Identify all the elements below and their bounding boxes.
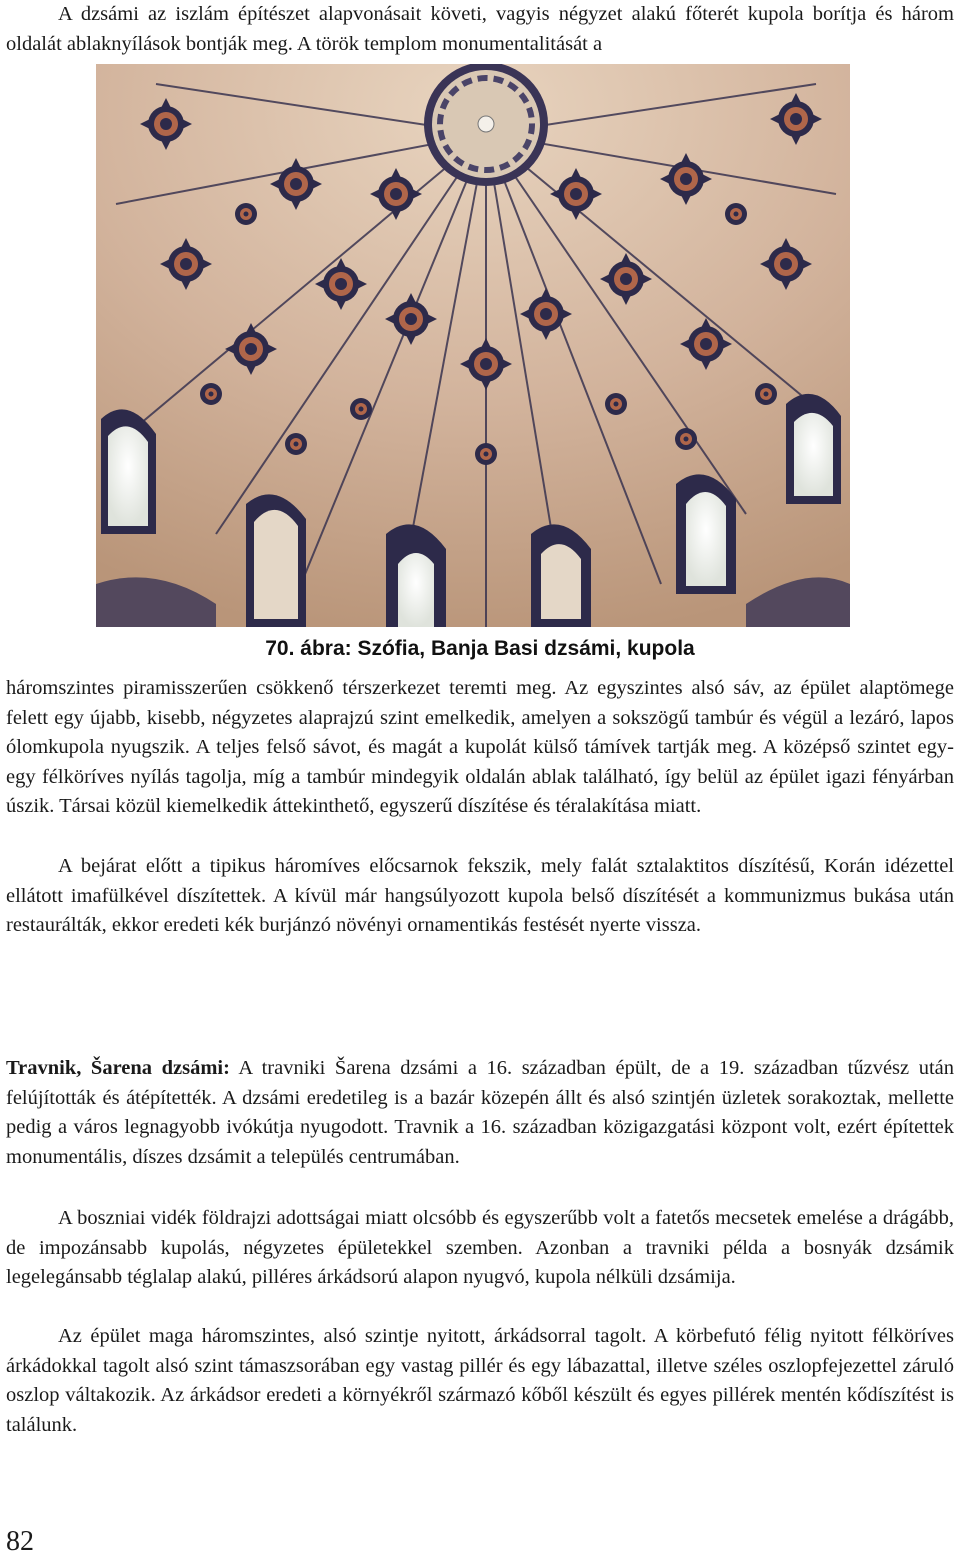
paragraph-structure: háromszintes piramisszerűen csökkenő térszerkezet teremti meg. Az egyszintes alsó sáv, az épület alaptömege felett egy újabb, kisebb, négyzetes alaprajzú szint emelkedik, amelyen a sokszögű tambúr és végül a lezáró, lapos ólomkupola nyugszik. A teljes felső sávot, és magát a kupolát külső támívek tartják meg. A középső szintet egy-egy félköríves nyílás tagolja, míg a tambúr mindegyik oldalán ablak található, így belül az épület igazi fényárban úszik. Társai közül kiemelkedik áttekinthető, egyszerű díszítése és téralakítása miatt. (6, 677, 954, 817)
paragraph-travnik-intro (6, 1054, 954, 1172)
paragraph-building-levels: Az épület maga háromszintes, alsó szintje nyitott, árkádsorral tagolt. A körbefutó félig nyitott félköríves árkádokkal tagolt alsó szint támaszsorában egy vastag pillér és egy lábazattal, illetve széles oszlopfejezettel záruló oszlop váltakozik. Az árkádsor eredeti a környékről származó kőből készült és egyes pillérek mentén kődíszítést is találunk. (6, 1325, 954, 1436)
section-heading: Travnik, Šarena dzsámi: (6, 1057, 230, 1079)
figure-caption: 70. ábra: Szófia, Banja Basi dzsámi, kupola (265, 637, 695, 660)
paragraph-entrance: A bejárat előtt a tipikus háromíves előcsarnok fekszik, mely falát sztalaktitos díszítésű, Korán idézettel ellátott imafülkével díszítettek. A kívül már hangsúlyozott kupola belső díszítését a kommunizmus bukása után restaurálták, ekkor eredeti kék burjánzó növényi ornamentikás festését nyerte vissza. (6, 855, 954, 936)
paragraph-intro (6, 0, 954, 59)
paragraph-intro-text: A dzsámi az iszlám építészet alapvonásait követi, vagyis négyzet alakú főterét kupola borítja és három oldalát ablaknyílások bontják meg. A török templom monumentalitását a (6, 3, 954, 55)
paragraph-bosnian-region: A boszniai vidék földrajzi adottságai miatt olcsóbb és egyszerűbb volt a fatetős mecsetek emelése a drágább, de impozánsabb kupolás, négyzetes épületekkel szemben. Azonban a travniki példa a bosnyák dzsámik legelegánsabb téglalap alakú, pilléres árkádsorú alapon nyugvó, kupola nélküli dzsámija. (6, 1207, 954, 1288)
mosque-dome-photo-icon (96, 64, 850, 627)
page-number: 82 (6, 1526, 34, 1557)
dome-photo (96, 64, 850, 627)
paragraph-travnik-intro-text: A travniki Šarena dzsámi a 16. században épült, de a 19. században tűzvész után felújították és átépítették. A dzsámi eredetileg is a bazár közepén állt és alsó szintjén üzletek sorakoztak, mellette pedig a város legnagyobb ivókútja nyugodott. Travnik a 16. században közigazgatási központ volt, ezért építettek monumentális, díszes dzsámit a település centrumában. (6, 1057, 954, 1168)
